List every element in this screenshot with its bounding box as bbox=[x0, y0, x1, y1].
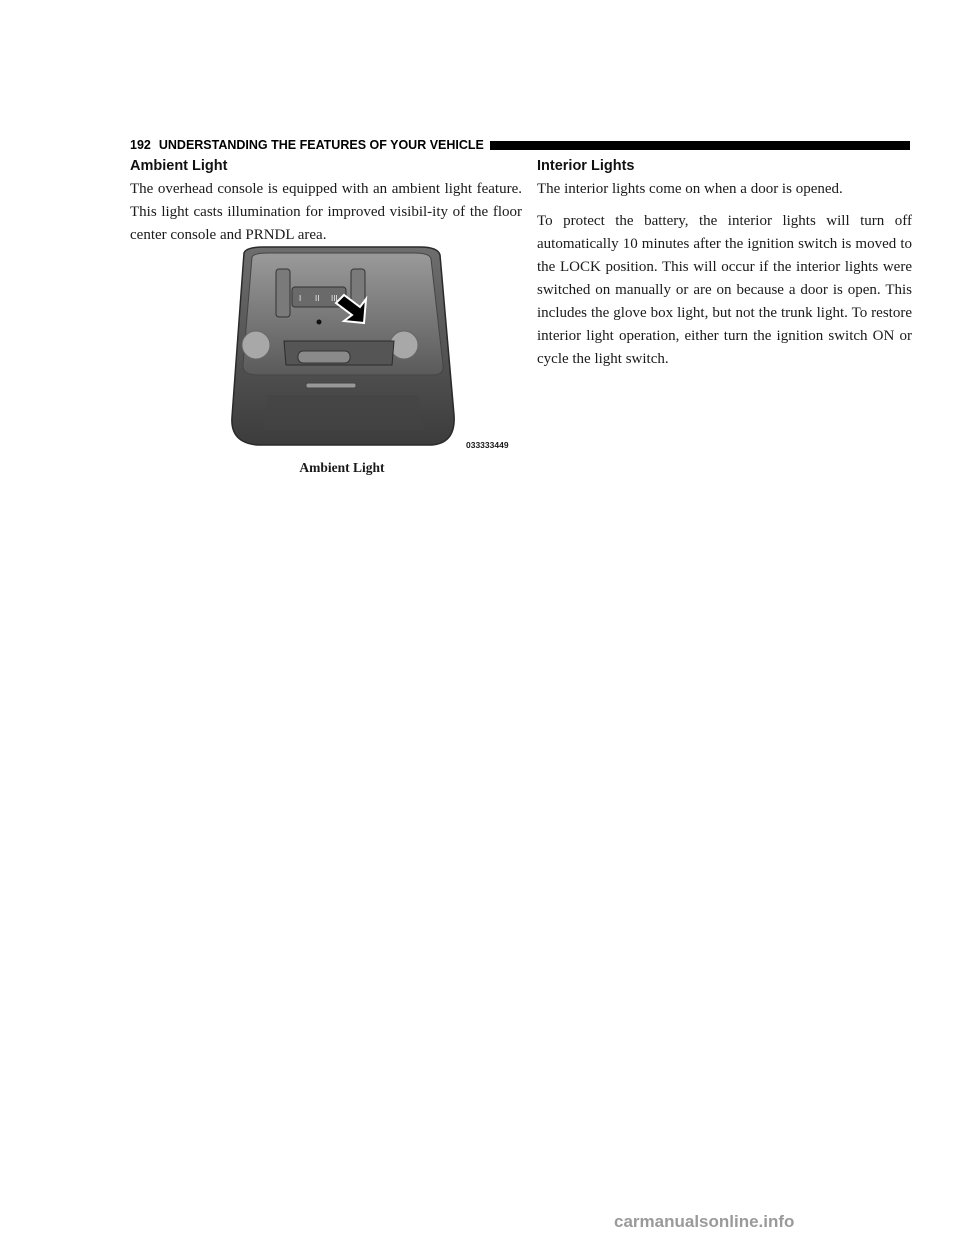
figure-button-label-2: II bbox=[315, 294, 320, 303]
figure-code: 033333449 bbox=[466, 440, 509, 450]
interior-lights-paragraph-1: The interior lights come on when a door is opened. bbox=[537, 181, 843, 197]
page-header bbox=[130, 137, 910, 153]
header-rule bbox=[490, 141, 910, 150]
figure-button-label-3: III bbox=[331, 294, 338, 303]
right-column bbox=[537, 158, 912, 380]
figure-caption: Ambient Light bbox=[299, 460, 385, 475]
left-column bbox=[130, 158, 522, 256]
figure-button-label-1: I bbox=[299, 294, 302, 303]
overhead-console-figure bbox=[224, 245, 530, 457]
section-title: UNDERSTANDING THE FEATURES OF YOUR VEHICLE bbox=[158, 138, 484, 152]
interior-lights-heading: Interior Lights bbox=[537, 158, 635, 174]
interior-lights-paragraph-2: To protect the battery, the interior lights will turn off automatically 10 minutes after the ignition switch is moved to the LOCK position. This will occur if the interior lights were switched on manually or are on because a door is open. This includes the glove box light, but not the trunk light. To restore interior light operation, either turn the ignition switch ON or cycle the light switch. bbox=[537, 213, 912, 367]
page-number: 192 bbox=[130, 138, 151, 152]
overhead-console-illustration bbox=[224, 245, 530, 457]
ambient-light-paragraph: The overhead console is equipped with an ambient light feature. This light casts illumination for improved visibil-ity of the floor center console and PRNDL area. bbox=[130, 181, 522, 243]
ambient-light-heading: Ambient Light bbox=[130, 158, 228, 174]
watermark: carmanualsonline.info bbox=[614, 1212, 795, 1231]
